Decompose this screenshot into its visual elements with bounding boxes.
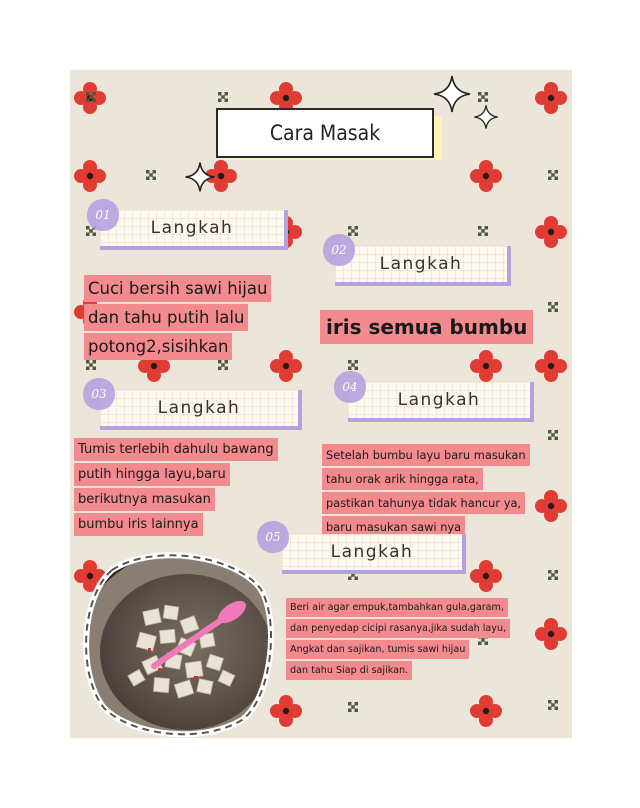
sparkle-icon	[473, 104, 499, 130]
cross-icon	[548, 302, 558, 312]
cross-icon	[348, 360, 358, 370]
flower-icon	[535, 216, 567, 248]
flower-icon	[470, 160, 502, 192]
cross-icon	[548, 170, 558, 180]
step-5-line: Angkat dan sajikan, tumis sawi hijau	[286, 640, 469, 659]
step-5-line: Beri air agar empuk,tambahkan gula,garam,	[286, 598, 508, 617]
step-1-line: Cuci bersih sawi hijau	[84, 275, 271, 302]
page-title: Cara Masak	[216, 108, 434, 158]
step-3-line: putih hingga layu,baru	[74, 463, 230, 486]
step-3-card: Langkah	[100, 390, 302, 430]
cooking-photo	[82, 548, 274, 738]
step-5-line: dan penyedap cicipi rasanya,jika sudah layu,	[286, 619, 510, 638]
flower-icon	[470, 350, 502, 382]
step-4-text	[322, 444, 570, 540]
flower-icon	[535, 350, 567, 382]
step-4-line: Setelah bumbu layu baru masukan	[322, 444, 530, 466]
step-4-badge	[333, 370, 367, 404]
cross-icon	[548, 430, 558, 440]
flower-icon	[74, 160, 106, 192]
step-3-badge	[82, 377, 116, 411]
step-4-number: 04	[342, 380, 358, 394]
step-1-text	[84, 275, 314, 362]
step-1-line: dan tahu putih lalu	[84, 304, 248, 331]
step-4-card: Langkah	[348, 382, 534, 422]
cross-icon	[348, 702, 358, 712]
step-2-text	[320, 310, 533, 346]
step-5-number: 05	[265, 530, 281, 544]
step-2-line: iris semua bumbu	[320, 310, 533, 344]
step-1-card: Langkah	[100, 210, 288, 250]
cross-icon	[146, 170, 156, 180]
step-5-text	[286, 598, 566, 682]
step-3-line: berikutnya masukan	[74, 488, 215, 511]
step-2-number: 02	[331, 243, 347, 257]
cross-icon	[218, 92, 228, 102]
step-3-line: bumbu iris lainnya	[74, 513, 203, 536]
cross-icon	[478, 226, 488, 236]
flower-icon	[470, 560, 502, 592]
step-5-card: Langkah	[282, 534, 466, 574]
step-4-line: pastikan tahunya tidak hancur ya,	[322, 492, 525, 514]
flower-icon	[535, 82, 567, 114]
flower-icon	[470, 695, 502, 727]
cross-icon	[548, 700, 558, 710]
sparkle-icon	[432, 74, 472, 114]
recipe-page	[70, 70, 572, 738]
cross-icon	[86, 92, 96, 102]
step-3-line: Tumis terlebih dahulu bawang	[74, 438, 278, 461]
cross-icon	[478, 92, 488, 102]
flower-icon	[270, 695, 302, 727]
sparkle-icon	[184, 161, 216, 193]
step-4-line: baru masukan sawi nya	[322, 516, 465, 538]
step-5-line: dan tahu Siap di sajikan.	[286, 661, 412, 680]
step-1-badge	[86, 198, 120, 232]
cross-icon	[548, 570, 558, 580]
step-2-card: Langkah	[335, 246, 511, 286]
step-4-line: tahu orak arik hingga rata,	[322, 468, 483, 490]
step-1-number: 01	[95, 208, 111, 222]
step-3-number: 03	[91, 387, 107, 401]
step-1-line: potong2,sisihkan	[84, 333, 232, 360]
step-2-badge	[322, 233, 356, 267]
